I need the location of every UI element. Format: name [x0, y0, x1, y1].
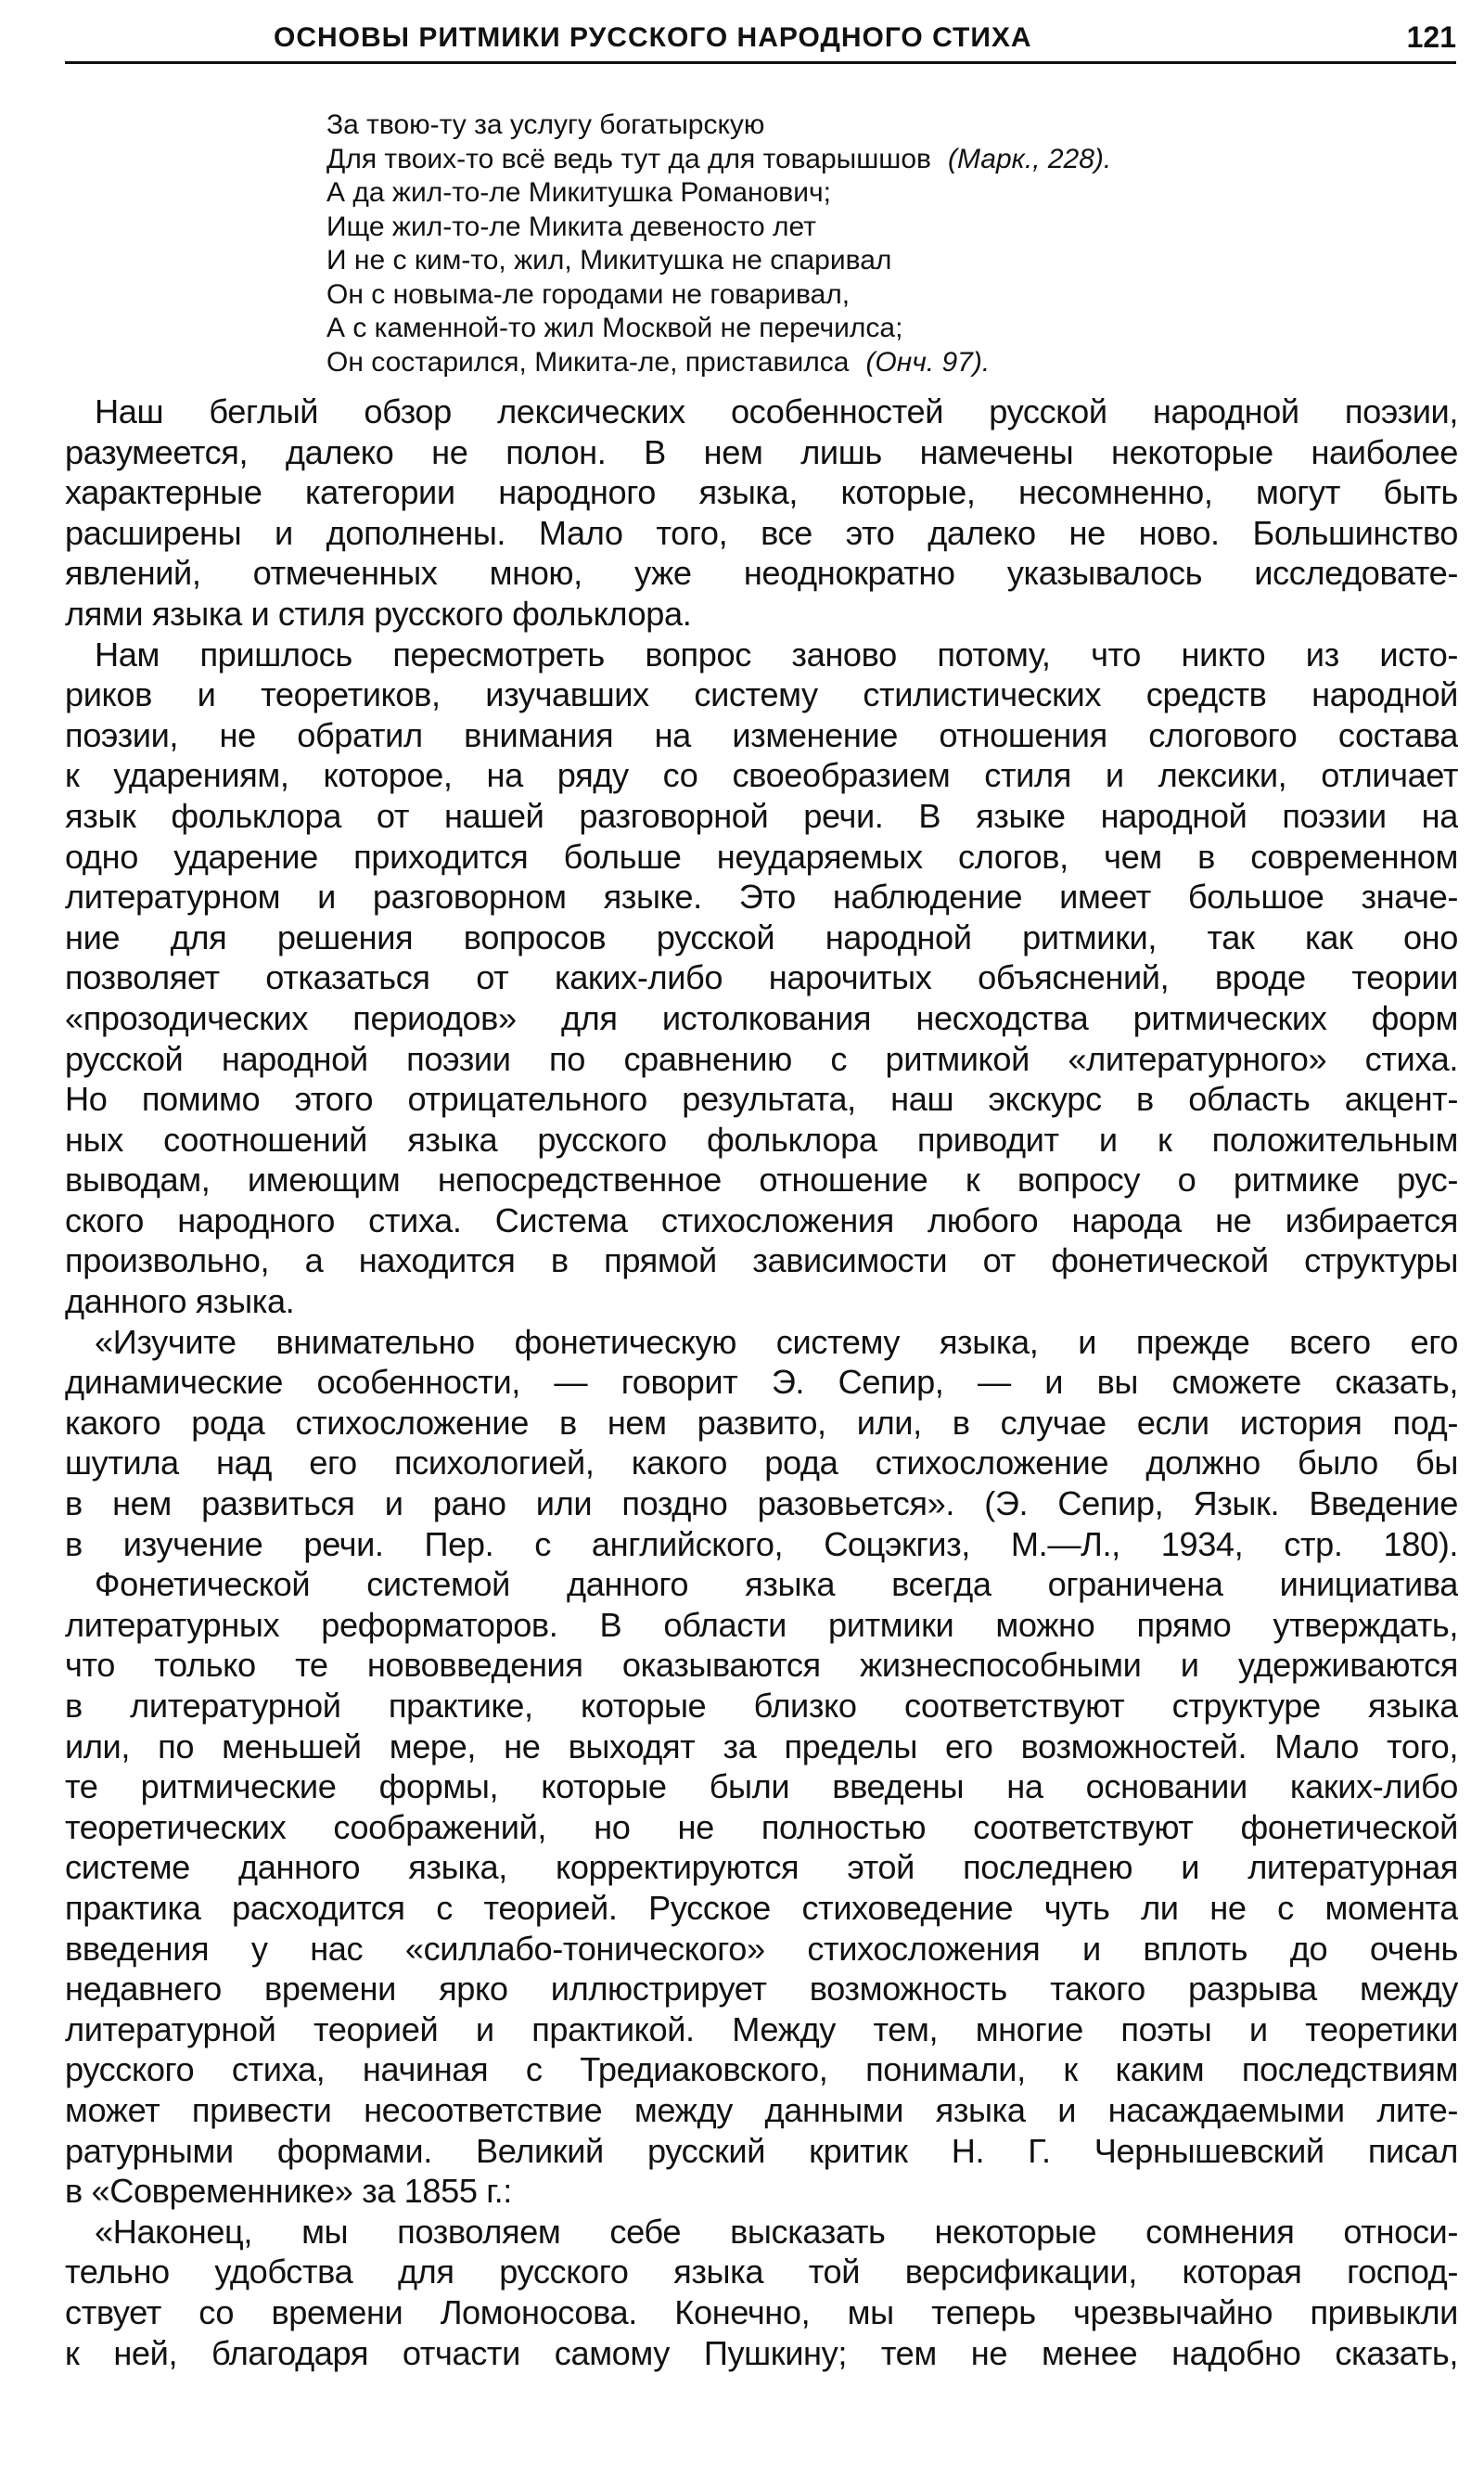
poem-line-text: Ище жил-то-ле Микита девеносто лет: [326, 211, 816, 242]
text-line: «Изучите внимательно фонетическую систему языка, и прежде всего его: [95, 1322, 1458, 1361]
poem-line: [326, 244, 1393, 278]
poem-line: [326, 109, 1393, 143]
poem-line: [326, 176, 1393, 211]
poem-line-text: Он с новыма-ле городами не говаривал,: [326, 278, 851, 310]
text-line: в литературной практике, которые близко соответствуют структуре языка: [65, 1687, 1458, 1725]
text-line: выводам, имеющим непосредственное отношение к вопросу о ритмике рус-: [65, 1161, 1458, 1200]
text-line: риков и теоретиков, изучавших систему стилистических средств народной: [65, 675, 1458, 714]
text-line: русской народной поэзии по сравнению с ритмикой «литературного» стиха.: [65, 1039, 1458, 1078]
poem-line-text: Для твоих-то всё ведь тут да для товарышшов: [326, 143, 931, 174]
poem-line-text: А с каменной-то жил Москвой не перечилса;: [326, 313, 903, 343]
text-line: ратурными формами. Великий русский критик Н. Г. Чернышевский писал: [65, 2131, 1458, 2170]
running-header-title: ОСНОВЫ РИТМИКИ РУССКОГО НАРОДНОГО СТИХА: [274, 22, 1032, 53]
text-line: может привести несоответствие между данными языка и насаждаемыми лите-: [65, 2090, 1458, 2129]
poem-line: [326, 312, 1393, 346]
poem-quotation: [326, 109, 1393, 379]
text-line: ского народного стиха. Система стихосложения любого народа не избирается: [65, 1200, 1458, 1239]
text-line: ние для решения вопросов русской народной ритмики, так как оно: [65, 918, 1458, 956]
text-line: позволяет отказаться от каких-либо нарочитых объяснений, вроде теории: [65, 958, 1458, 997]
text-line: введения у нас «силлабо-тонического» стихосложения и вплоть до очень: [65, 1929, 1458, 1968]
text-line: в нем развиться и рано или поздно разовьется». (Э. Сепир, Язык. Введение: [65, 1484, 1458, 1523]
text-line: произвольно, а находится в прямой зависимости от фонетической структуры: [65, 1241, 1458, 1280]
poem-line: [326, 211, 1393, 245]
text-line: ствует со времени Ломоносова. Конечно, мы теперь чрезвычайно привыкли: [65, 2292, 1458, 2331]
body-text: [65, 391, 1458, 2373]
text-line: Нам пришлось пересмотреть вопрос заново потому, что никто из исто-: [95, 635, 1458, 674]
text-line: «прозодических периодов» для истолкования несходства ритмических форм: [65, 998, 1458, 1037]
poem-line-text: А да жил-то-ле Микитушка Романович;: [326, 177, 831, 208]
running-header: [65, 20, 1456, 59]
text-line: теоретических соображений, но не полностью соответствуют фонетической: [65, 1807, 1458, 1846]
header-rule: [65, 61, 1456, 64]
text-line: язык фольклора от нашей разговорной речи. В языке народной поэзии на: [65, 796, 1458, 835]
text-line: Но помимо этого отрицательного результата, наш экскурс в область акцент-: [65, 1080, 1458, 1119]
text-line: те ритмические формы, которые были введены на основании каких-либо: [65, 1767, 1458, 1806]
text-line: динамические особенности, — говорит Э. Сепир, — и вы сможете сказать,: [65, 1363, 1458, 1402]
text-line: шутила над его психологией, какого рода стихосложение должно было бы: [65, 1444, 1458, 1482]
poem-line-text: За твою-ту за услугу богатырскую: [326, 109, 765, 140]
text-line: в изучение речи. Пер. с английского, Соцэкгиз, М.—Л., 1934, стр. 180).: [65, 1524, 1458, 1563]
text-line: одно ударение приходится больше неударяемых слогов, чем в современном: [65, 837, 1458, 876]
text-line: Фонетической системой данного языка всегда ограничена инициатива: [95, 1565, 1458, 1604]
text-line: Наш беглый обзор лексических особенностей русской народной поэзии,: [95, 392, 1458, 430]
poem-line: [326, 346, 1393, 380]
text-line: литературном и разговорном языке. Это наблюдение имеет большое значе-: [65, 878, 1458, 917]
page-number: 121: [1406, 20, 1456, 54]
poem-line: [326, 278, 1393, 313]
poem-source-reference: (Марк., 228).: [947, 143, 1112, 174]
poem-line-text: Он состарился, Микита-ле, приставилса: [326, 346, 850, 378]
text-line: какого рода стихосложение в нем развито, или, в случае если история под-: [65, 1403, 1458, 1442]
text-line: недавнего времени ярко иллюстрирует возможность такого разрыва между: [65, 1970, 1458, 2009]
text-line: характерные категории народного языка, которые, несомненно, могут быть: [65, 473, 1458, 512]
text-line: системе данного языка, корректируются этой последнею и литературная: [65, 1848, 1458, 1887]
text-line: расширены и дополнены. Мало того, все это далеко не ново. Большинство: [65, 513, 1458, 552]
text-line: к ней, благодаря отчасти самому Пушкину; тем не менее надобно сказать,: [65, 2333, 1458, 2372]
text-line: «Наконец, мы позволяем себе высказать некоторые сомнения относи-: [95, 2212, 1458, 2251]
text-line: литературной теорией и практикой. Между тем, многие поэты и теоретики: [65, 2009, 1458, 2048]
text-line: тельно удобства для русского языка той версификации, которая господ-: [65, 2253, 1458, 2291]
text-line: к ударениям, которое, на ряду со своеобразием стиля и лексики, отличает: [65, 756, 1458, 795]
text-line: лями языка и стиля русского фольклора.: [65, 594, 692, 633]
text-line: литературных реформаторов. В области ритмики можно прямо утверждать,: [65, 1605, 1458, 1644]
poem-source-reference: (Онч. 97).: [865, 346, 991, 378]
text-line: разумеется, далеко не полон. В нем лишь намечены некоторые наиболее: [65, 432, 1458, 471]
poem-line-text: И не с ким-то, жил, Микитушка не спаривал: [326, 245, 892, 276]
text-line: ных соотношений языка русского фольклора приводит и к положительным: [65, 1120, 1458, 1159]
text-line: поэзии, не обратил внимания на изменение отношения слогового состава: [65, 715, 1458, 754]
text-line: в «Современнике» за 1855 г.:: [65, 2172, 512, 2211]
text-line: русского стиха, начиная с Тредиаковского, понимали, к каким последствиям: [65, 2050, 1458, 2089]
text-line: данного языка.: [65, 1282, 295, 1321]
text-line: или, по меньшей мере, не выходят за пределы его возможностей. Мало того,: [65, 1726, 1458, 1765]
poem-line: [326, 143, 1393, 177]
text-line: явлений, отмеченных мною, уже неоднократно указывалось исследовате-: [65, 554, 1458, 593]
text-line: что только те нововведения оказываются жизнеспособными и удерживаются: [65, 1646, 1458, 1685]
text-line: практика расходится с теорией. Русское стиховедение чуть ли не с момента: [65, 1888, 1458, 1927]
